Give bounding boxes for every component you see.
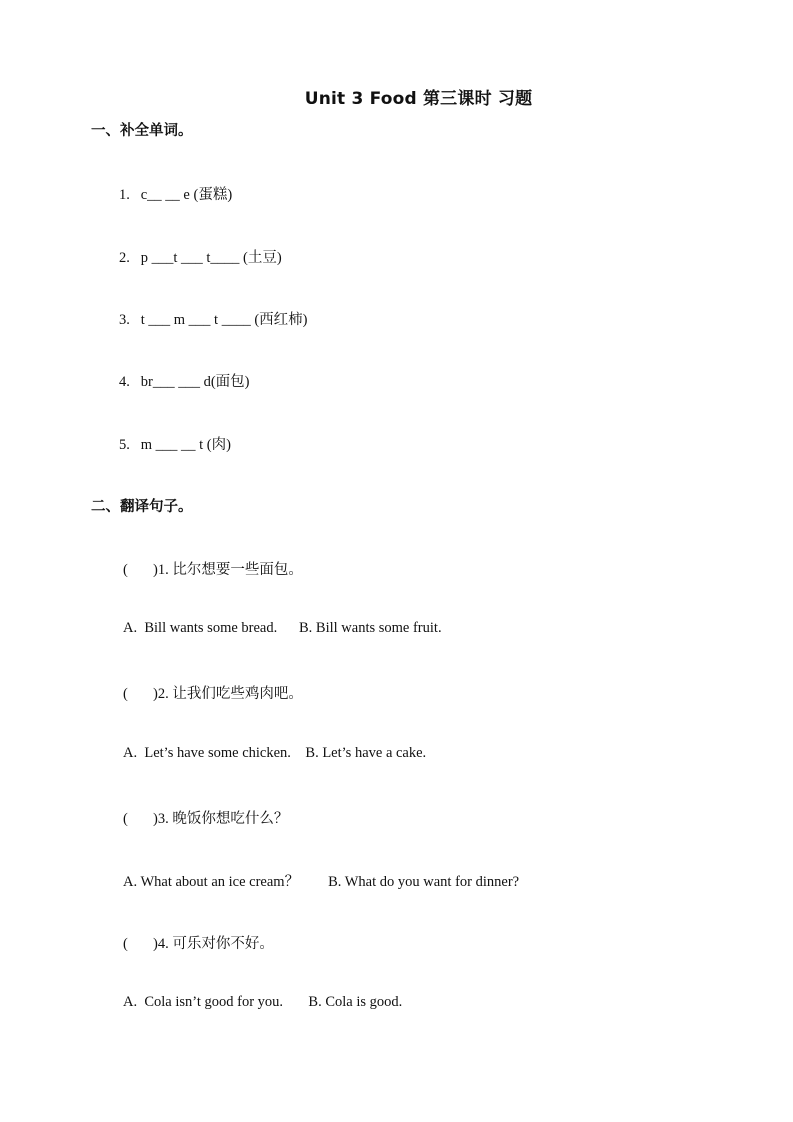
question-3-stem (123, 807, 288, 828)
answer-blank[interactable]: ( (123, 562, 128, 578)
answer-blank[interactable]: ( (123, 686, 128, 702)
page-title: Unit 3 Food 第三课时 习题 (304, 89, 533, 109)
section-2-heading: 二、翻译句子。 (91, 499, 193, 515)
question-2-stem (123, 682, 303, 703)
section-1-heading: 一、补全单词。 (91, 123, 193, 139)
word-item-5: 5. m ___ __ t (肉) (119, 437, 231, 453)
word-item-3: 3. t ___ m ___ t ____ (西红柿) (119, 312, 308, 328)
answer-blank[interactable]: ( (123, 811, 128, 827)
question-text: )4. 可乐对你不好。 (153, 936, 274, 952)
question-4-stem (123, 932, 274, 953)
question-1-options: A. Bill wants some bread. B. Bill wants some fruit. (123, 620, 442, 636)
question-text: )2. 让我们吃些鸡肉吧。 (153, 686, 303, 702)
word-item-4: 4. br___ ___ d(面包) (119, 374, 250, 390)
word-item-1: 1. c__ __ e (蛋糕) (119, 187, 233, 203)
question-text: )3. 晚饭你想吃什么？ (153, 811, 289, 827)
question-4-options: A. Cola isn’t good for you. B. Cola is good. (123, 994, 403, 1010)
question-text: )1. 比尔想要一些面包。 (153, 562, 303, 578)
answer-blank[interactable]: ( (123, 936, 128, 952)
question-1-stem (123, 558, 303, 579)
word-item-2: 2. p ___t ___ t____ (土豆) (119, 250, 282, 266)
question-2-options: A. Let’s have some chicken. B. Let’s have a cake. (123, 745, 427, 761)
question-3-options: A. What about an ice cream？ B. What do you want for dinner? (123, 874, 520, 890)
